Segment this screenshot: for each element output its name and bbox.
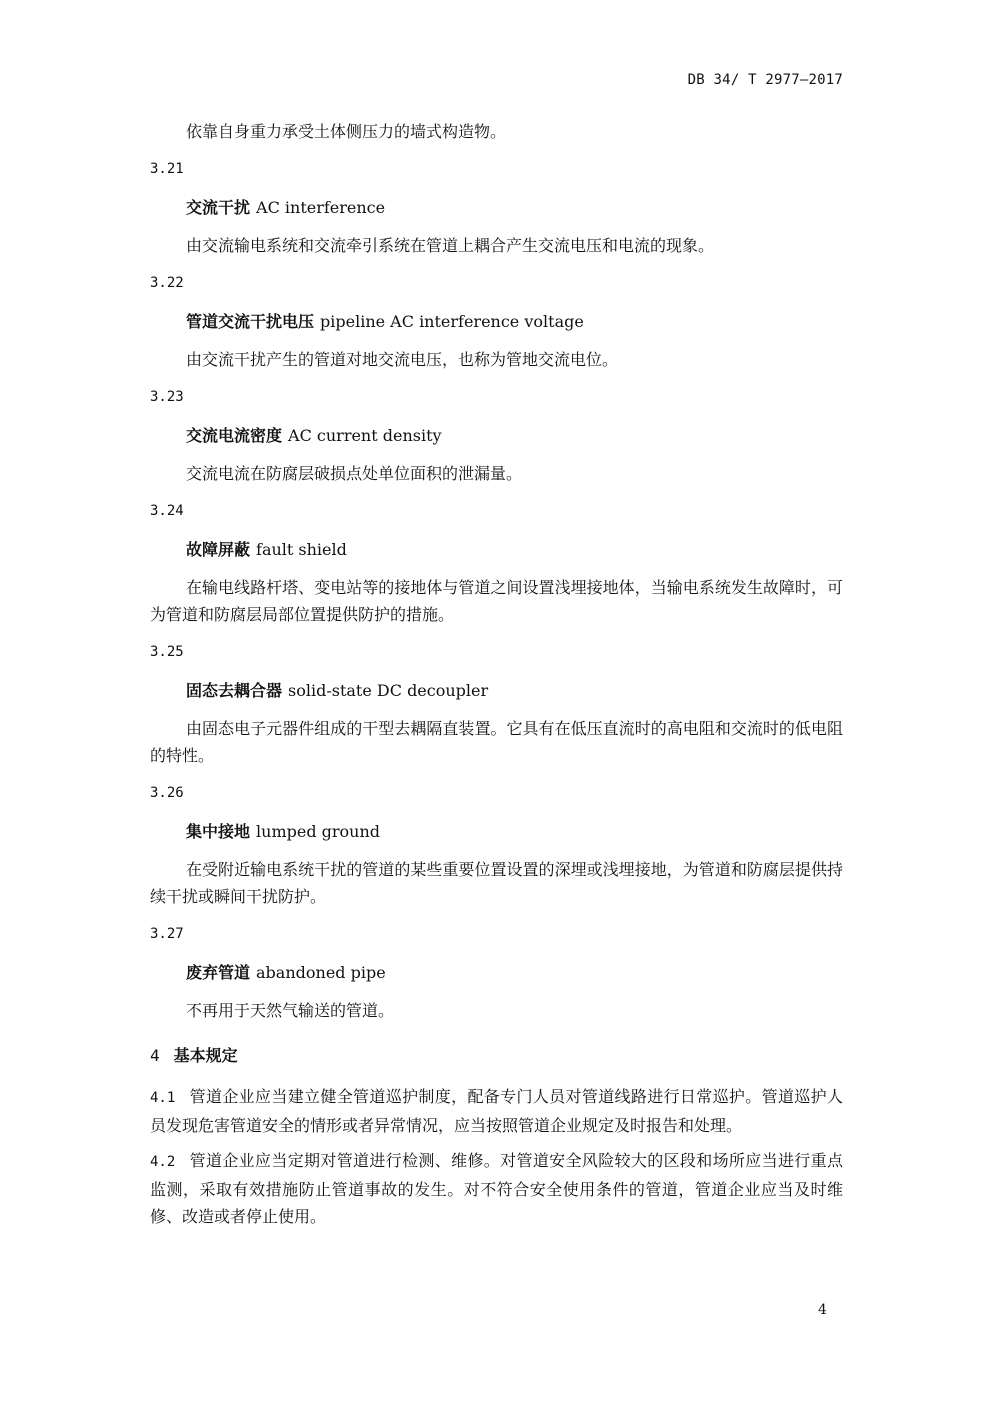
clause-number: 4.1 bbox=[150, 1090, 176, 1106]
term-en: AC current density bbox=[288, 426, 442, 445]
term-title bbox=[150, 536, 843, 563]
term-number: 3.22 bbox=[150, 275, 184, 291]
term-number: 3.26 bbox=[150, 785, 184, 801]
term-definition: 由交流干扰产生的管道对地交流电压，也称为管地交流电位。 bbox=[186, 350, 619, 369]
term-zh: 管道交流干扰电压 bbox=[186, 312, 315, 331]
term-en: AC interference bbox=[256, 198, 386, 217]
term-zh: 集中接地 bbox=[186, 822, 251, 841]
term-definition: 由交流输电系统和交流牵引系统在管道上耦合产生交流电压和电流的现象。 bbox=[186, 236, 715, 255]
term-zh: 故障屏蔽 bbox=[186, 540, 251, 559]
page-content bbox=[150, 118, 843, 1238]
term-en: solid-state DC decoupler bbox=[288, 681, 489, 700]
clause bbox=[150, 1083, 843, 1139]
term-number: 3.24 bbox=[150, 503, 184, 519]
term-en: pipeline AC interference voltage bbox=[320, 312, 584, 331]
section-heading bbox=[150, 1042, 843, 1069]
term-number: 3.27 bbox=[150, 926, 184, 942]
clause-text: 管道企业应当定期对管道进行检测、维修。对管道安全风险较大的区段和场所应当进行重点监测，采取有效措施防止管道事故的发生。对不符合安全使用条件的管道，管道企业应当及时维修、改造或者停止使用。 bbox=[150, 1151, 843, 1226]
term-title bbox=[150, 818, 843, 845]
term-zh: 交流干扰 bbox=[186, 198, 251, 217]
document-code-header: DB 34/ T 2977—2017 bbox=[687, 72, 843, 88]
term-definition: 不再用于天然气输送的管道。 bbox=[186, 1001, 395, 1020]
term-title bbox=[150, 422, 843, 449]
clause bbox=[150, 1147, 843, 1230]
term-number: 3.21 bbox=[150, 161, 184, 177]
section-number: 4 bbox=[150, 1046, 160, 1065]
term-title bbox=[150, 308, 843, 335]
term-definition: 由固态电子元器件组成的干型去耦隔直装置。它具有在低压直流时的高电阻和交流时的低电阻的特性。 bbox=[150, 719, 843, 765]
term-zh: 废弃管道 bbox=[186, 963, 251, 982]
term-en: fault shield bbox=[256, 540, 347, 559]
term-en: abandoned pipe bbox=[256, 963, 386, 982]
term-zh: 交流电流密度 bbox=[186, 426, 283, 445]
term-definition: 在受附近输电系统干扰的管道的某些重要位置设置的深埋或浅埋接地，为管道和防腐层提供持续干扰或瞬间干扰防护。 bbox=[150, 860, 843, 906]
term-definition: 交流电流在防腐层破损点处单位面积的泄漏量。 bbox=[186, 464, 523, 483]
section-title: 基本规定 bbox=[173, 1046, 238, 1065]
term-title bbox=[150, 959, 843, 986]
page-number: 4 bbox=[818, 1302, 827, 1318]
clause-text: 管道企业应当建立健全管道巡护制度，配备专门人员对管道线路进行日常巡护。管道巡护人员发现危害管道安全的情形或者异常情况，应当按照管道企业规定及时报告和处理。 bbox=[150, 1087, 843, 1135]
term-title bbox=[150, 194, 843, 221]
clause-number: 4.2 bbox=[150, 1154, 176, 1170]
intro-definition: 依靠自身重力承受土体侧压力的墙式构造物。 bbox=[186, 122, 507, 141]
term-zh: 固态去耦合器 bbox=[186, 681, 283, 700]
term-number: 3.25 bbox=[150, 644, 184, 660]
term-title bbox=[150, 677, 843, 704]
term-en: lumped ground bbox=[256, 822, 381, 841]
term-definition: 在输电线路杆塔、变电站等的接地体与管道之间设置浅埋接地体，当输电系统发生故障时，可为管道和防腐层局部位置提供防护的措施。 bbox=[150, 578, 843, 624]
term-number: 3.23 bbox=[150, 389, 184, 405]
